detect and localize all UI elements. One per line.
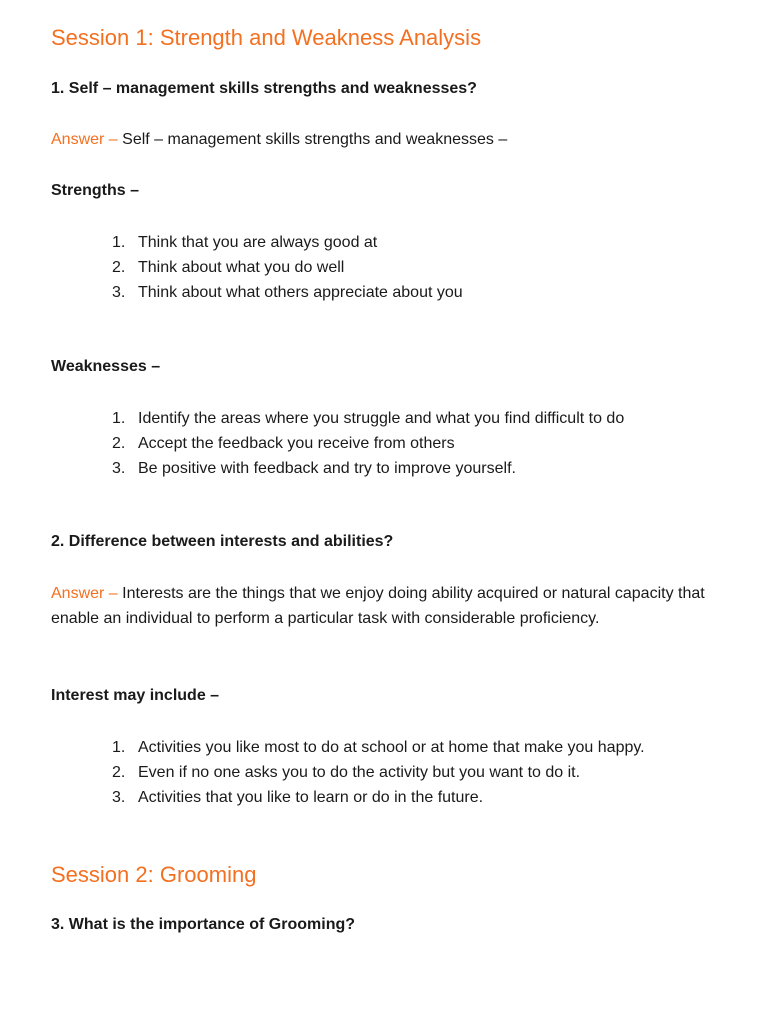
answer-label: Answer –	[51, 131, 118, 148]
answer-text: Interests are the things that we enjoy doing ability acquired or natural capacity that enable an individual to perform a particular task with considerable proficiency.	[51, 585, 705, 627]
question-2: 2. Difference between interests and abilities?	[51, 533, 394, 550]
list-item	[112, 785, 645, 810]
list-item	[112, 280, 463, 305]
list-item	[112, 230, 463, 255]
list-item	[112, 735, 645, 760]
answer-label: Answer –	[51, 585, 118, 602]
list-number: 1.	[112, 410, 126, 427]
session-1-title: Session 1: Strength and Weakness Analysis	[51, 25, 482, 50]
answer-1	[51, 127, 731, 152]
answer-text: Self – management skills strengths and weaknesses –	[117, 131, 508, 148]
question-1: 1. Self – management skills strengths and weaknesses?	[51, 80, 477, 97]
list-number: 3.	[112, 789, 126, 806]
list-number: 2.	[112, 764, 126, 781]
interest-heading: Interest may include –	[51, 687, 220, 704]
list-number: 2.	[112, 259, 126, 276]
list-item	[112, 406, 624, 431]
list-item-text: Think about what others appreciate about you	[138, 284, 463, 301]
list-item-text: Identify the areas where you struggle and what you find difficult to do	[138, 410, 625, 427]
answer-2	[51, 581, 731, 631]
list-item-text: Even if no one asks you to do the activity but you want to do it.	[138, 764, 581, 781]
weaknesses-heading: Weaknesses –	[51, 358, 161, 375]
question-3: 3. What is the importance of Grooming?	[51, 916, 356, 933]
list-item-text: Activities that you like to learn or do in the future.	[138, 789, 484, 806]
list-number: 2.	[112, 435, 126, 452]
list-item	[112, 760, 645, 785]
session-2-title: Session 2: Grooming	[51, 862, 257, 887]
list-item	[112, 456, 624, 481]
list-item	[112, 431, 624, 456]
list-item	[112, 255, 463, 280]
list-item-text: Be positive with feedback and try to improve yourself.	[138, 460, 516, 477]
list-item-text: Think that you are always good at	[138, 234, 378, 251]
list-number: 3.	[112, 284, 126, 301]
list-number: 1.	[112, 234, 126, 251]
list-item-text: Activities you like most to do at school or at home that make you happy.	[138, 739, 645, 756]
strengths-heading: Strengths –	[51, 182, 140, 199]
list-number: 3.	[112, 460, 126, 477]
list-number: 1.	[112, 739, 126, 756]
interests-list	[112, 735, 645, 810]
list-item-text: Accept the feedback you receive from others	[138, 435, 455, 452]
weaknesses-list	[112, 406, 624, 481]
strengths-list	[112, 230, 463, 305]
list-item-text: Think about what you do well	[138, 259, 345, 276]
